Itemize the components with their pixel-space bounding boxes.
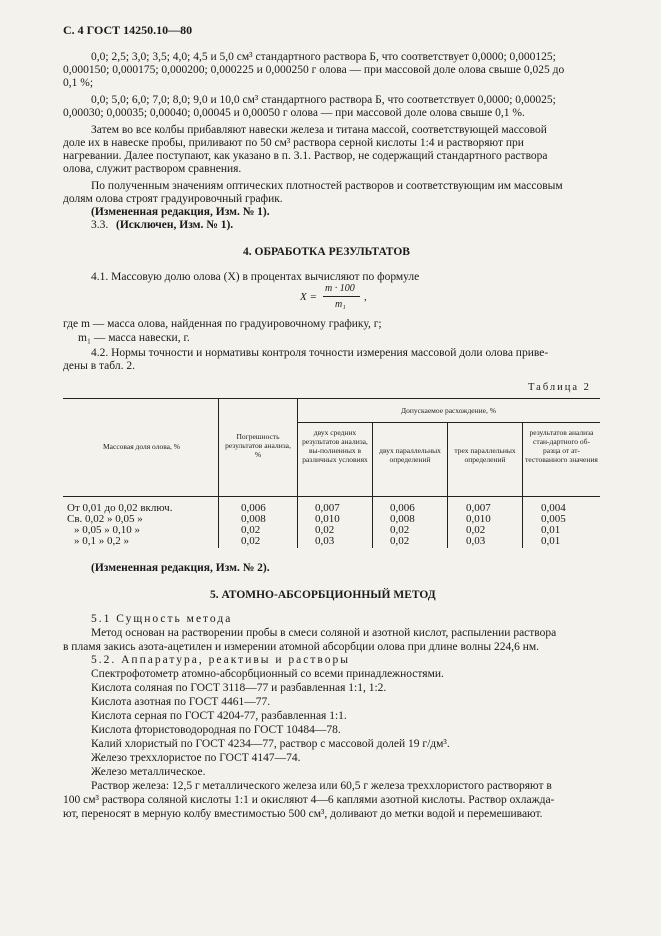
para-iron-line3: ют, переносят в мерную колбу вместимостью 500 см³, доливают до метки водой и перемешивают. [63, 808, 543, 820]
list-item-1: Спектрофотометр атомно-абсорбционный со всеми принадлежностями. [91, 668, 444, 680]
table-col-sep-4 [447, 422, 448, 548]
edit-note-2: (Измененная редакция, Изм. № 2). [91, 562, 270, 574]
table-sub-header-3: трех параллельных определений [454, 446, 516, 464]
table-header-border [63, 496, 600, 497]
table-row-4-col2: 0,03 [315, 535, 335, 547]
list-item-7: Железо треххлористое по ГОСТ 4147—74. [91, 752, 301, 764]
table-row-3-col1: 0,02 [241, 524, 261, 536]
item-3-3-text: (Исключен, Изм. № 1). [116, 219, 234, 231]
table-row-3-range: » 0,05 » 0,10 » [74, 524, 140, 536]
para2-line1: 0,0; 5,0; 6,0; 7,0; 8,0; 9,0 и 10,0 см³ стандартного раствора Б, что соответствует 0,0000; 0,00025; [91, 94, 556, 106]
table-sub-header-1: двух средних результатов анализа, вы-полненных в различных условиях [302, 428, 368, 464]
table-row-1-col1: 0,006 [241, 502, 266, 514]
para1-line2: 0,000150; 0,000175; 0,000200; 0,000225 и 0,000250 г олова — при массовой доле олова свыше 0,025 до [63, 64, 565, 76]
table-sub-header-4: результатов анализа стан-дартного об-разца от ат-тестованного значения [525, 428, 598, 464]
item-4-1: 4.1. Массовую долю олова (X) в процентах вычисляют по формуле [91, 271, 420, 283]
table-row-2-col1: 0,008 [241, 513, 266, 525]
item-4-2-line2: дены в табл. 2. [63, 360, 135, 372]
table-row-1-col2: 0,007 [315, 502, 340, 514]
formula-fraction-bar [323, 296, 360, 297]
table-col-sep-3 [372, 422, 373, 548]
table-row-2-col4: 0,010 [466, 513, 491, 525]
formula-numerator: m · 100 [325, 283, 355, 294]
item-5-2: 5.2. Аппаратура, реактивы и растворы [91, 654, 350, 666]
table-col1-header: Погрешность результатов анализа, % [225, 432, 291, 459]
table-row-3-col4: 0,02 [466, 524, 486, 536]
table-row-2-range: Св. 0,02 » 0,05 » [67, 513, 143, 525]
table-row-2-col3: 0,008 [390, 513, 415, 525]
table-group-header: Допускаемое расхождение, % [401, 406, 496, 415]
para4-line1: По полученным значениям оптических плотностей растворов и соответствующим им массовым [91, 180, 563, 192]
where-line-1: где m — масса олова, найденная по градуировочному графику, г; [63, 318, 382, 330]
edit-note-1: (Измененная редакция, Изм. № 1). [91, 206, 270, 218]
item-4-2-line1: 4.2. Нормы точности и нормативы контроля точности измерения массовой доли олова приве- [91, 347, 549, 359]
list-item-6: Калий хлористый по ГОСТ 4234—77, раствор с массовой долей 19 г/дм³. [91, 738, 450, 750]
para3-line1: Затем во все колбы прибавляют навески железа и титана массой, соответствующей массовой [91, 124, 547, 136]
table-caption: Таблица 2 [528, 382, 591, 393]
table-row-1-col3: 0,006 [390, 502, 415, 514]
list-item-3: Кислота азотная по ГОСТ 4461—77. [91, 696, 271, 708]
table-col-sep-1 [218, 398, 219, 548]
para1-line3: 0,1 %; [63, 77, 94, 89]
list-item-2: Кислота соляная по ГОСТ 3118—77 и разбавленная 1:1, 1:2. [91, 682, 387, 694]
table-row-4-range: » 0,1 » 0,2 » [74, 535, 129, 547]
table-row-1-range: От 0,01 до 0,02 включ. [67, 502, 173, 514]
para3-line4: олова, служит раствором сравнения. [63, 163, 242, 175]
para-iron-line2: 100 см³ раствора соляной кислоты 1:1 и окисляют 4—6 каплями азотной кислоты. Раствор охлажда- [63, 794, 555, 806]
list-item-4: Кислота серная по ГОСТ 4204-77, разбавленная 1:1. [91, 710, 347, 722]
list-item-5: Кислота фтористоводородная по ГОСТ 10484—78. [91, 724, 341, 736]
para-iron-line1: Раствор железа: 12,5 г металлического железа или 60,5 г железа треххлористого растворяют в [91, 780, 552, 792]
item-5-1: 5.1 Сущность метода [91, 613, 233, 625]
table-row-2-col2: 0,010 [315, 513, 340, 525]
table-row-4-col1: 0,02 [241, 535, 261, 547]
para2-line2: 0,00030; 0,00035; 0,00040; 0,00045 и 0,00050 г олова — при массовой доле олова свыше 0,1 %. [63, 107, 525, 119]
section-4-title: 4. ОБРАБОТКА РЕЗУЛЬТАТОВ [243, 246, 410, 258]
para-5-1-line1: Метод основан на растворении пробы в смеси соляной и азотной кислот, распылении раствора [91, 627, 557, 639]
table-sub-header-2: двух параллельных определений [379, 446, 441, 464]
table-row-4-col5: 0,01 [541, 535, 561, 547]
table-row-3-col5: 0,01 [541, 524, 561, 536]
para3-line2: доле их в навеске пробы, приливают по 50 см³ раствора серной кислоты 1:4 и растворяют при [63, 137, 524, 149]
table-row-2-col5: 0,005 [541, 513, 566, 525]
formula-lhs: X = [300, 291, 317, 303]
formula-tail: , [364, 291, 367, 303]
section-5-title: 5. АТОМНО-АБСОРБЦИОННЫЙ МЕТОД [210, 589, 436, 601]
para1-line1: 0,0; 2,5; 3,0; 3,5; 4,0; 4,5 и 5,0 см³ стандартного раствора Б, что соответствует 0,0000; 0,000125; [91, 51, 556, 63]
page-header: С. 4 ГОСТ 14250.10—80 [63, 23, 193, 37]
table-row-4-col4: 0,03 [466, 535, 486, 547]
table-col0-header: Массовая доля олова, % [103, 442, 180, 451]
table-row-4-col3: 0,02 [390, 535, 410, 547]
table-row-1-col5: 0,004 [541, 502, 566, 514]
table-col-sep-5 [522, 422, 523, 548]
table-row-3-col3: 0,02 [390, 524, 410, 536]
para4-line2: долям олова строят градуировочный график. [63, 193, 283, 205]
table-group-border [297, 422, 600, 423]
where-line-2: m₁ — масса навески, г. [78, 332, 190, 344]
table-row-1-col4: 0,007 [466, 502, 491, 514]
item-3-3-number: 3.3. [91, 219, 109, 231]
list-item-8: Железо металлическое. [91, 766, 206, 778]
table-col-sep-2 [297, 398, 298, 548]
table-row-3-col2: 0,02 [315, 524, 335, 536]
formula-denominator: m₁ [335, 299, 346, 310]
para3-line3: нагревании. Далее поступают, как указано в п. 3.1. Раствор, не содержащий стандартного раствора [63, 150, 548, 162]
table-top-border [63, 398, 600, 399]
para-5-1-line2: в пламя закись азота-ацетилен и измерении атомной абсорбции олова при длине волны 224,6 нм. [63, 641, 540, 653]
